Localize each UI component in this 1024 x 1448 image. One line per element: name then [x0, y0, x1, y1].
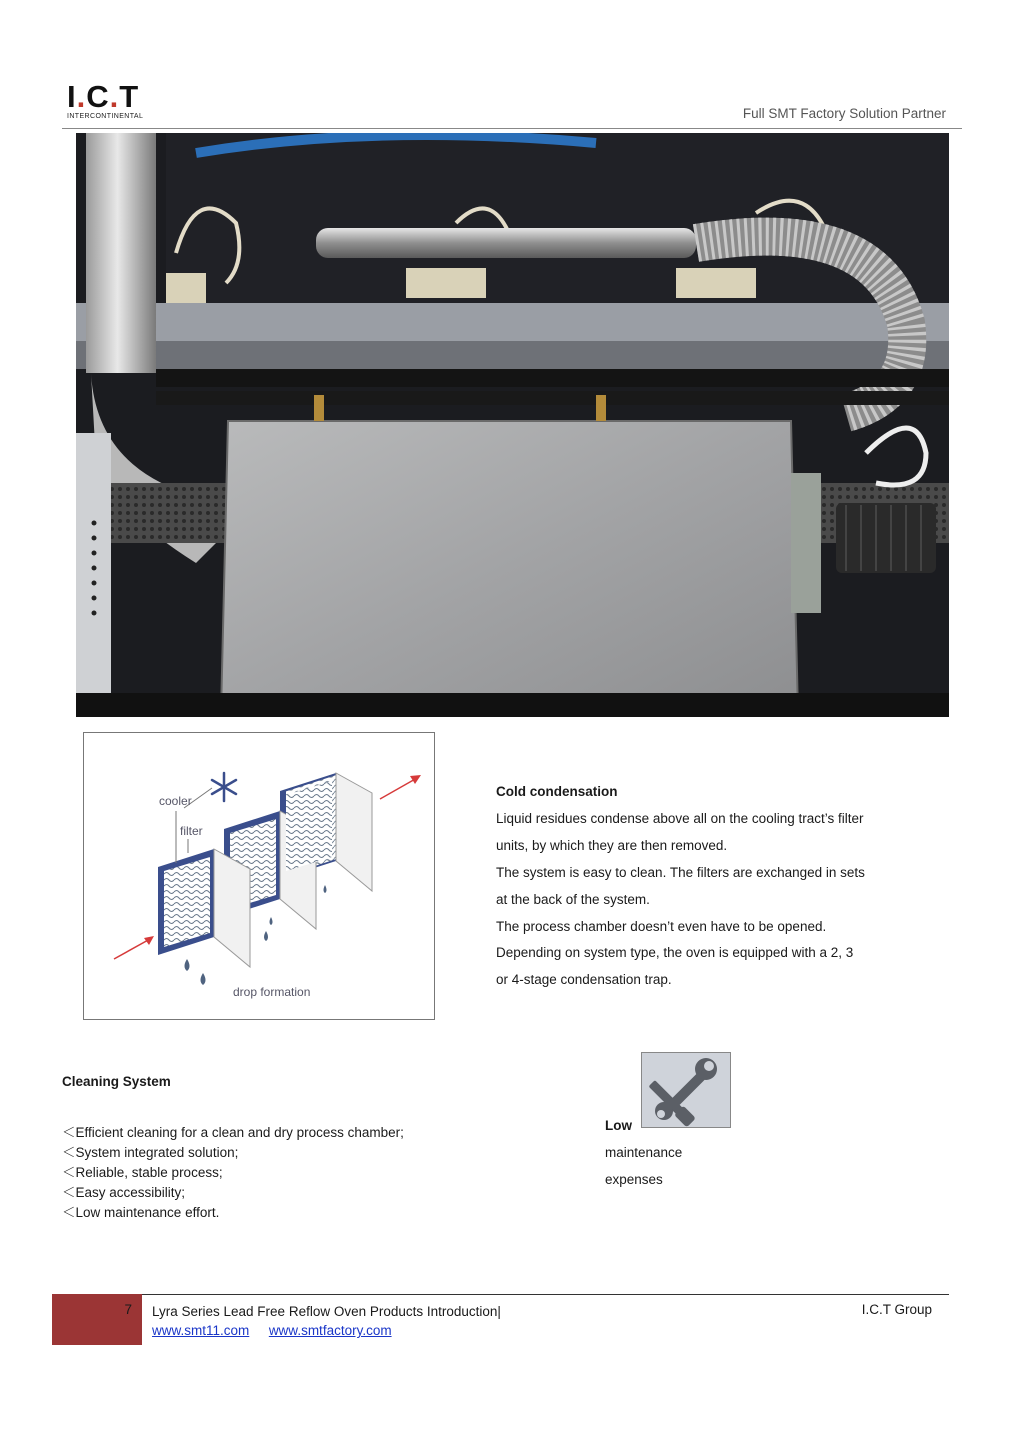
- filter-unit-1: [158, 849, 250, 967]
- footer-link-smt11[interactable]: www.smt11.com: [152, 1323, 250, 1338]
- list-item: ＜Reliable, stable process;: [62, 1165, 223, 1180]
- footer-doc-title: Lyra Series Lead Free Reflow Oven Products Introduction|: [152, 1304, 501, 1319]
- cleaning-system-heading: Cleaning System: [62, 1074, 171, 1089]
- list-item: ＜Efficient cleaning for a clean and dry process chamber;: [62, 1125, 404, 1140]
- list-item: ＜System integrated solution;: [62, 1145, 239, 1160]
- snowflake-icon: [212, 773, 236, 801]
- list-item: ＜Low maintenance effort.: [62, 1205, 220, 1220]
- footer-company: I.C.T Group: [861, 1302, 932, 1317]
- cold-condensation-heading: Cold condensation: [496, 784, 618, 799]
- cold-condensation-line: Liquid residues condense above all on the cooling tract’s filter: [496, 810, 864, 826]
- diagram-label-drop-formation: drop formation: [233, 985, 311, 999]
- diagram-label-cooler: cooler: [159, 794, 192, 808]
- cleaning-system-list: [62, 1123, 404, 1223]
- cold-condensation-line: Depending on system type, the oven is equipped with a 2, 3: [496, 945, 854, 961]
- footer-divider: [142, 1294, 949, 1295]
- header-tagline: Full SMT Factory Solution Partner: [742, 106, 946, 121]
- condensation-diagram: [83, 732, 435, 1020]
- cold-condensation-line: or 4-stage condensation trap.: [496, 972, 672, 988]
- diagram-label-filter: filter: [180, 824, 203, 838]
- page-number: 7: [124, 1302, 132, 1317]
- low-maintenance-line3: expenses: [605, 1172, 663, 1187]
- logo-mark: I.C.T: [67, 79, 140, 114]
- company-logo: [67, 79, 167, 122]
- cold-condensation-line: The system is easy to clean. The filters are exchanged in sets: [496, 864, 865, 880]
- list-item: ＜Easy accessibility;: [62, 1185, 186, 1200]
- logo-subtext: INTERCONTINENTAL: [67, 113, 144, 120]
- cold-condensation-line: The process chamber doesn’t even have to be opened.: [496, 918, 827, 934]
- low-maintenance-line1: Low: [605, 1118, 632, 1133]
- cold-condensation-line: at the back of the system.: [496, 891, 650, 907]
- footer-link-smtfactory[interactable]: www.smtfactory.com: [268, 1323, 392, 1338]
- low-maintenance-line2: maintenance: [605, 1145, 683, 1160]
- airflow-out-arrow: [380, 775, 421, 799]
- cold-condensation-line: units, by which they are then removed.: [496, 837, 728, 853]
- header-divider: [62, 128, 962, 129]
- low-maintenance-caption: [605, 1112, 682, 1193]
- footer-doc-info: [152, 1302, 501, 1340]
- oven-condensation-photo: [76, 133, 949, 717]
- cold-condensation-section: [496, 779, 916, 994]
- airflow-in-arrow: [114, 936, 154, 959]
